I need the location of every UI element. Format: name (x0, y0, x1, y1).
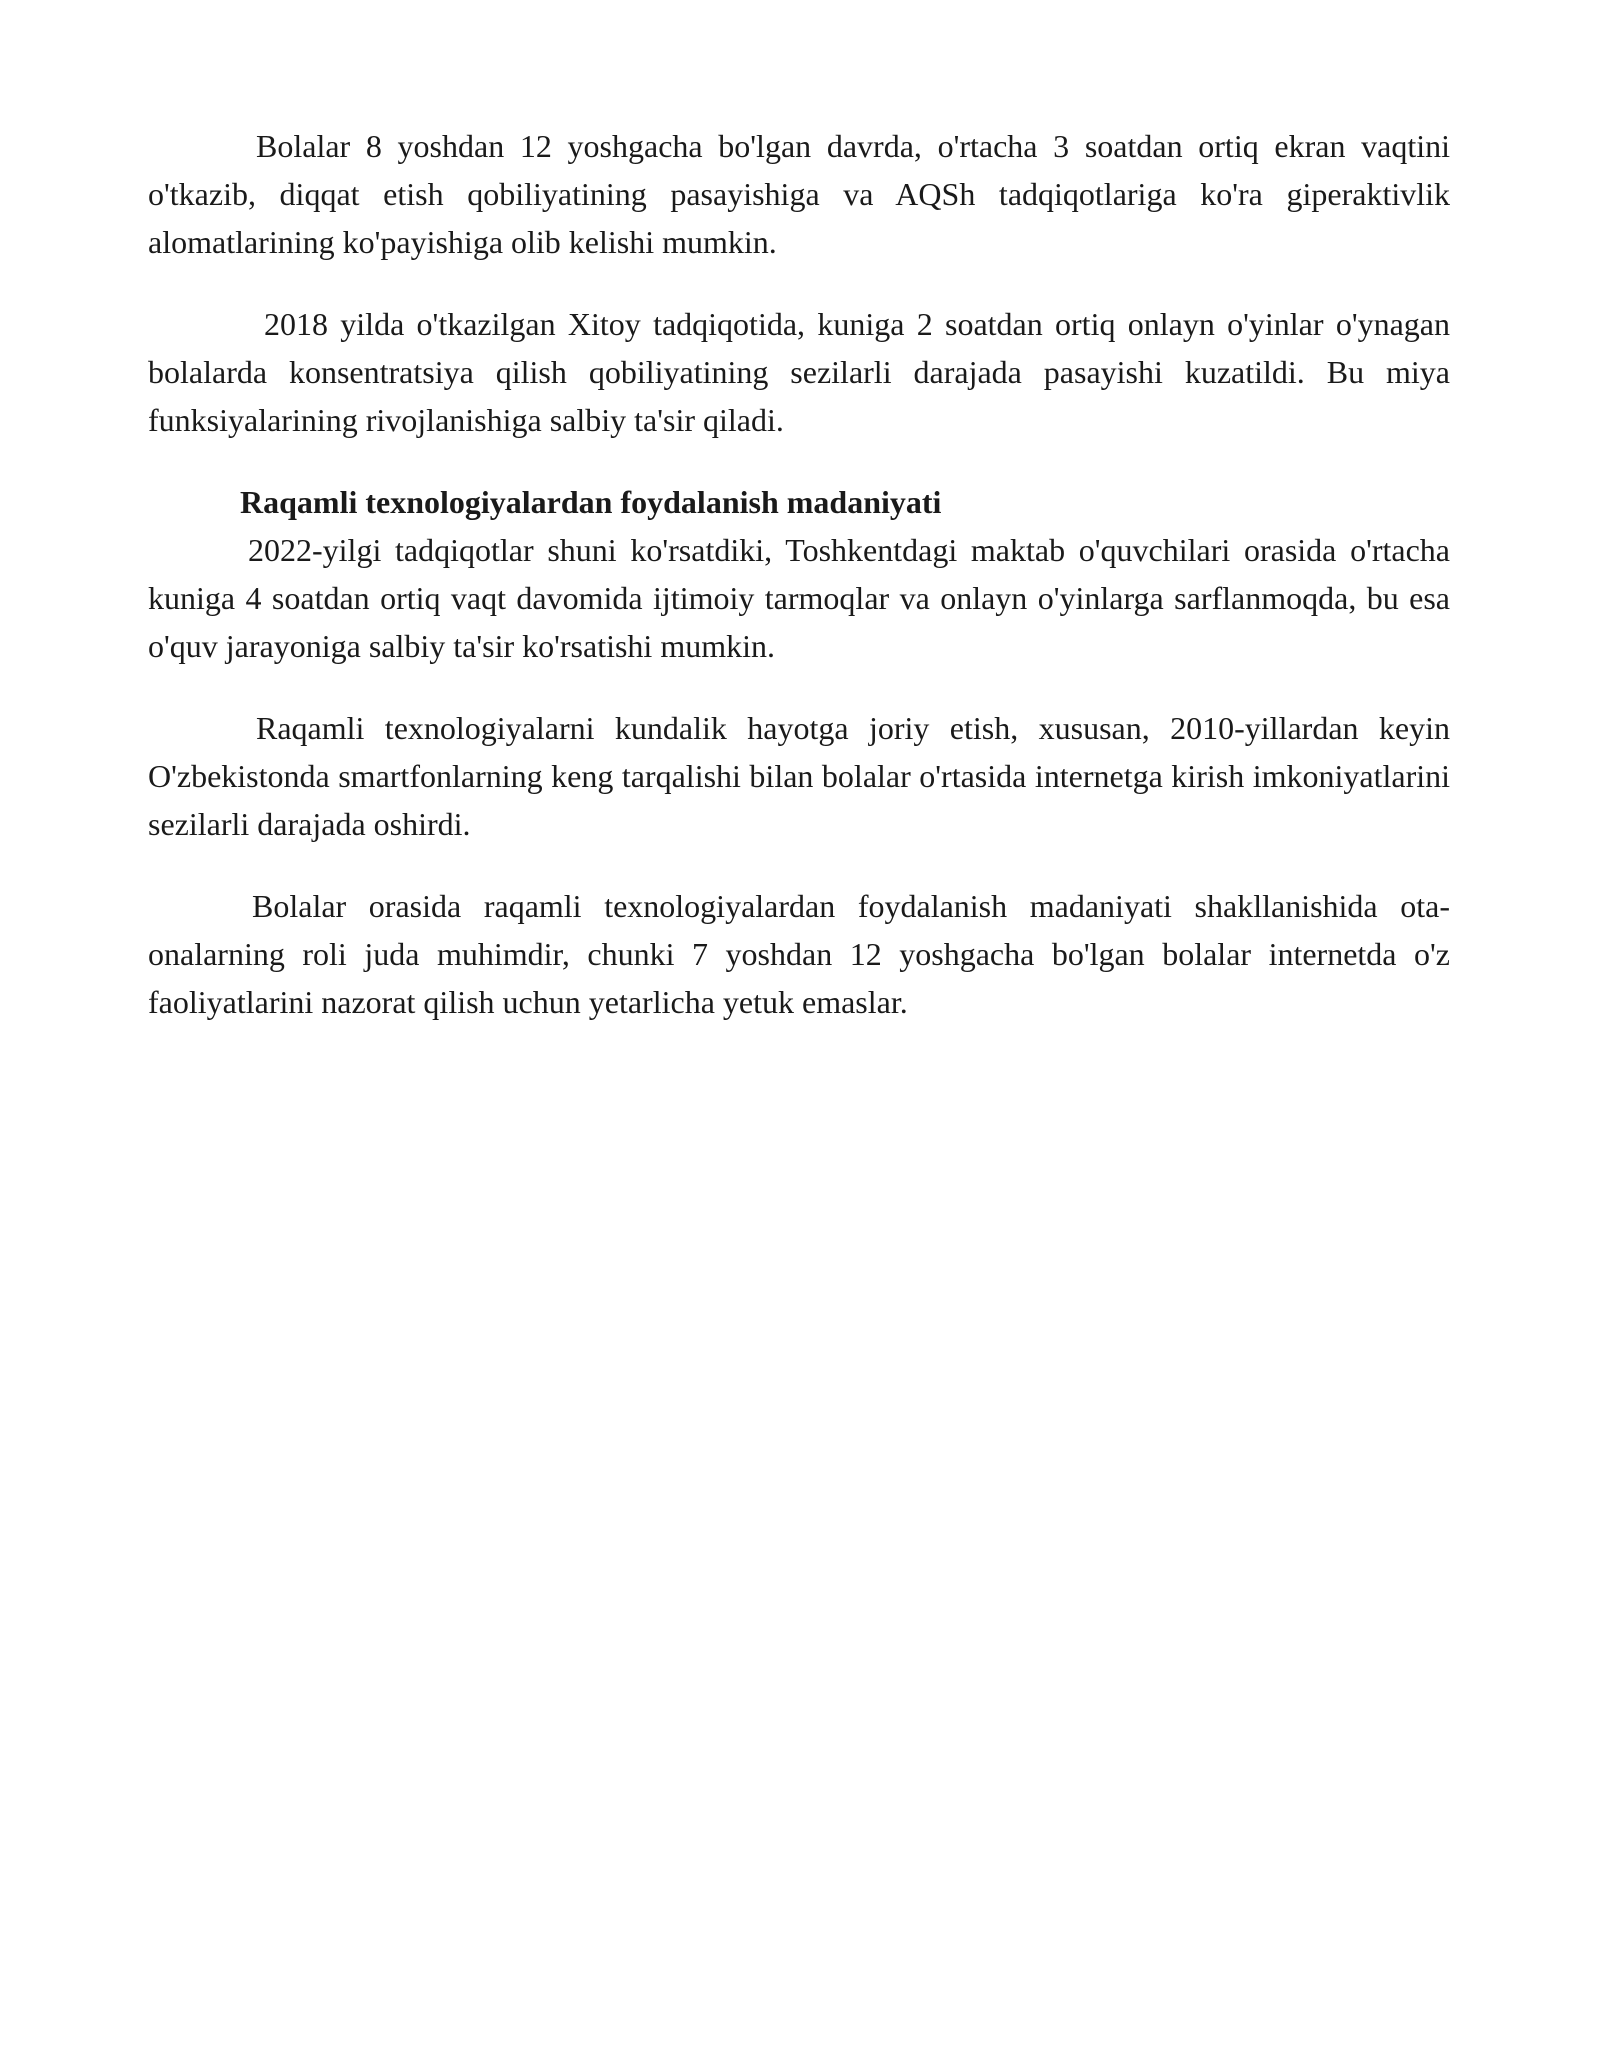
paragraph-smartphones: Raqamli texnologiyalarni kundalik hayotga joriy etish, xususan, 2010-yillardan keyin O'zbekistonda smartfonlarning keng tarqalishi bilan bolalar o'rtasida internetga kirish imkoniyatlarini sezilarli darajada oshirdi. (148, 710, 1450, 842)
paragraph-china-study: 2018 yilda o'tkazilgan Xitoy tadqiqotida, kuniga 2 soatdan ortiq onlayn o'yinlar o'ynagan bolalarda konsentratsiya qilish qobiliyatining sezilarli darajada pasayishi kuzatildi. Bu miya funksiyalarining rivojlanishiga salbiy ta'sir qiladi. (148, 306, 1450, 438)
section-heading: Raqamli texnologiyalardan foydalanish madaniyati (240, 484, 942, 520)
paragraph-screen-time: Bolalar 8 yoshdan 12 yoshgacha bo'lgan davrda, o'rtacha 3 soatdan ortiq ekran vaqtini o'tkazib, diqqat etish qobiliyatining pasayishiga va AQSh tadqiqotlariga ko'ra giperaktivlik alomatlarining ko'payishiga olib kelishi mumkin. (148, 128, 1450, 260)
paragraph-parents-role: Bolalar orasida raqamli texnologiyalardan foydalanish madaniyati shakllanishida ota-onalarning roli juda muhimdir, chunki 7 yoshdan 12 yoshgacha bo'lgan bolalar internetda o'z faoliyatlarini nazorat qilish uchun yetarlicha yetuk emaslar. (148, 888, 1450, 1020)
paragraph-tashkent-study: 2022-yilgi tadqiqotlar shuni ko'rsatdiki, Toshkentdagi maktab o'quvchilari orasida o'rtacha kuniga 4 soatdan ortiq vaqt davomida ijtimoiy tarmoqlar va onlayn o'yinlarga sarflanmoqda, bu esa o'quv jarayoniga salbiy ta'sir ko'rsatishi mumkin. (148, 532, 1450, 664)
document-body (148, 122, 1450, 1060)
